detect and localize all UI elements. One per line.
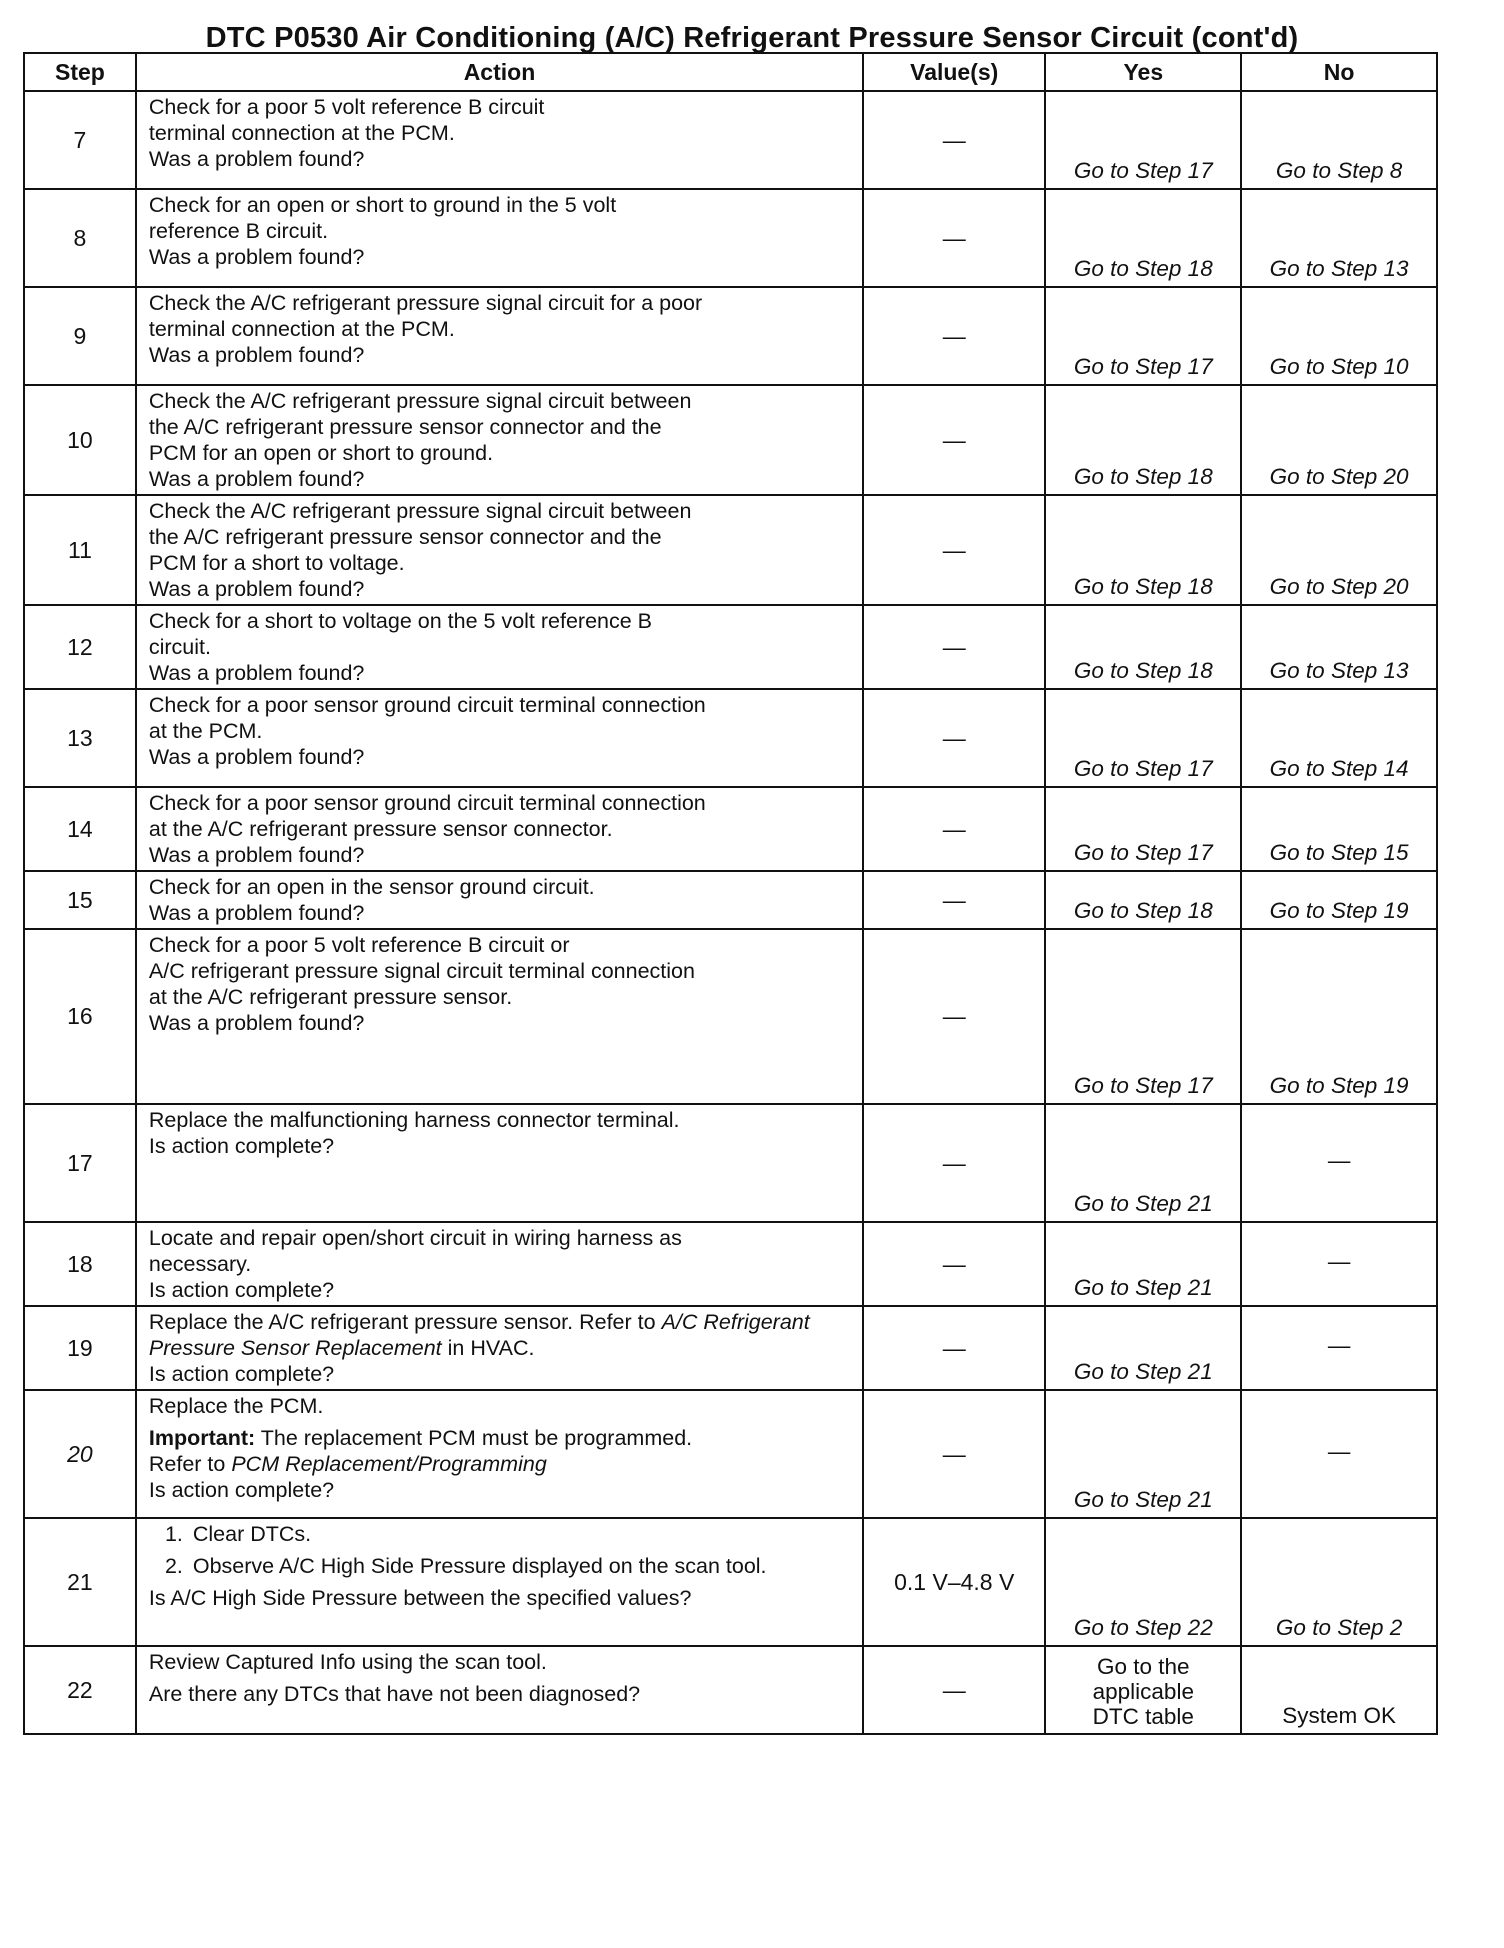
table-row [24, 787, 1437, 871]
action-cell [136, 1390, 863, 1518]
table-row [24, 1222, 1437, 1306]
header-step: Step [24, 53, 136, 91]
value-cell: — [863, 495, 1045, 605]
step-number: 9 [24, 287, 136, 385]
question-text: Was a problem found? [148, 661, 365, 685]
action-cell [136, 787, 863, 871]
yes-cell: Go to Step 18 [1045, 871, 1241, 929]
no-cell: Go to Step 2 [1241, 1518, 1437, 1646]
step-number: 19 [24, 1306, 136, 1390]
yes-cell: Go to Step 18 [1045, 385, 1241, 495]
step-number: 15 [24, 871, 136, 929]
table-row [24, 287, 1437, 385]
value-cell: — [863, 605, 1045, 689]
action-cell [136, 385, 863, 495]
action-text: Check the A/C refrigerant pressure signal circuit between [148, 499, 692, 523]
value-cell: — [863, 871, 1045, 929]
action-text: terminal connection at the PCM. [148, 317, 455, 341]
no-cell: System OK [1241, 1646, 1437, 1734]
value-cell: 0.1 V–4.8 V [863, 1518, 1045, 1646]
action-cell [136, 1306, 863, 1390]
no-cell: — [1241, 1104, 1437, 1222]
question-text: Is A/C High Side Pressure between the specified values? [148, 1586, 692, 1610]
question-text: Was a problem found? [148, 467, 365, 491]
yes-cell: Go to Step 18 [1045, 495, 1241, 605]
step-number: 16 [24, 929, 136, 1104]
action-cell [136, 189, 863, 287]
action-text: Review Captured Info using the scan tool. [148, 1650, 547, 1674]
action-text: Replace the malfunctioning harness connector terminal. [148, 1108, 680, 1132]
table-row [24, 1104, 1437, 1222]
yes-cell: Go to Step 21 [1045, 1306, 1241, 1390]
yes-cell: Go to Step 22 [1045, 1518, 1241, 1646]
step-number: 12 [24, 605, 136, 689]
value-cell: — [863, 287, 1045, 385]
header-values: Value(s) [863, 53, 1045, 91]
action-cell [136, 91, 863, 189]
important-label: Important: [148, 1426, 256, 1450]
yes-cell: Go to Step 17 [1045, 787, 1241, 871]
value-cell: — [863, 1646, 1045, 1734]
question-text: Is action complete? [148, 1478, 335, 1502]
yes-line: DTC table [1092, 1704, 1194, 1729]
action-cell [136, 605, 863, 689]
table-row [24, 1646, 1437, 1734]
no-cell: Go to Step 19 [1241, 871, 1437, 929]
yes-line: applicable [1092, 1679, 1194, 1704]
question-text: Was a problem found? [148, 343, 365, 367]
question-text: Was a problem found? [148, 901, 365, 925]
value-cell: — [863, 91, 1045, 189]
action-cell [136, 689, 863, 787]
header-yes: Yes [1045, 53, 1241, 91]
action-text: the A/C refrigerant pressure sensor connector and the [148, 525, 662, 549]
action-cell [136, 1518, 863, 1646]
page-title: DTC P0530 Air Conditioning (A/C) Refrigerant Pressure Sensor Circuit (cont'd) [205, 22, 1299, 54]
table-row [24, 91, 1437, 189]
action-cell [136, 287, 863, 385]
action-text: at the A/C refrigerant pressure sensor connector. [148, 817, 613, 841]
yes-cell [1045, 1646, 1241, 1734]
action-text [149, 1309, 850, 1361]
header-no: No [1241, 53, 1437, 91]
step-number: 21 [24, 1518, 136, 1646]
no-cell: Go to Step 8 [1241, 91, 1437, 189]
important-note [149, 1425, 850, 1451]
table-row [24, 1390, 1437, 1518]
action-text: PCM for an open or short to ground. [148, 441, 494, 465]
no-cell: Go to Step 14 [1241, 689, 1437, 787]
reference-link-text: PCM Replacement/Programming [231, 1452, 547, 1476]
action-text: Locate and repair open/short circuit in wiring harness as [148, 1226, 682, 1250]
no-cell: Go to Step 13 [1241, 605, 1437, 689]
no-cell: — [1241, 1306, 1437, 1390]
table-row [24, 495, 1437, 605]
list-item: 2. Observe A/C High Side Pressure displayed on the scan tool. [189, 1553, 850, 1579]
question-text: Was a problem found? [148, 745, 365, 769]
table-row [24, 929, 1437, 1104]
yes-line: Go to the [1097, 1654, 1190, 1679]
question-text: Was a problem found? [148, 843, 365, 867]
question-text: Is action complete? [148, 1362, 335, 1386]
step-number: 14 [24, 787, 136, 871]
diagnostic-table [23, 52, 1438, 1735]
action-text: Replace the PCM. [148, 1394, 324, 1418]
table-row [24, 189, 1437, 287]
action-text: Check for a short to voltage on the 5 volt reference B [148, 609, 653, 633]
step-number: 7 [24, 91, 136, 189]
question-text: Was a problem found? [148, 577, 365, 601]
no-cell: Go to Step 13 [1241, 189, 1437, 287]
table-row [24, 605, 1437, 689]
no-cell: Go to Step 20 [1241, 495, 1437, 605]
value-cell: — [863, 929, 1045, 1104]
yes-cell: Go to Step 21 [1045, 1222, 1241, 1306]
no-cell: Go to Step 20 [1241, 385, 1437, 495]
no-cell: — [1241, 1390, 1437, 1518]
table-row [24, 1518, 1437, 1646]
step-number: 13 [24, 689, 136, 787]
header-action: Action [136, 53, 863, 91]
action-text: Check for a poor 5 volt reference B circuit or [148, 933, 570, 957]
action-cell [136, 1222, 863, 1306]
yes-cell: Go to Step 18 [1045, 605, 1241, 689]
table-row [24, 385, 1437, 495]
action-text: the A/C refrigerant pressure sensor connector and the [148, 415, 662, 439]
action-text: Check for an open or short to ground in the 5 volt [148, 193, 617, 217]
yes-cell: Go to Step 18 [1045, 189, 1241, 287]
list-item: 1. Clear DTCs. [189, 1521, 850, 1547]
action-cell [136, 495, 863, 605]
value-cell: — [863, 1390, 1045, 1518]
action-cell [136, 929, 863, 1104]
action-text: circuit. [148, 635, 211, 659]
value-cell: — [863, 1306, 1045, 1390]
value-cell: — [863, 385, 1045, 495]
action-cell [136, 1646, 863, 1734]
table-row [24, 871, 1437, 929]
no-cell: Go to Step 15 [1241, 787, 1437, 871]
value-cell: — [863, 689, 1045, 787]
refer-line [149, 1451, 850, 1477]
yes-cell: Go to Step 17 [1045, 929, 1241, 1104]
question-text: Was a problem found? [148, 245, 365, 269]
step-number: 8 [24, 189, 136, 287]
no-cell: — [1241, 1222, 1437, 1306]
table-row [24, 1306, 1437, 1390]
action-text-part: in HVAC. [441, 1336, 535, 1360]
question-text: Is action complete? [148, 1278, 335, 1302]
value-cell: — [863, 1104, 1045, 1222]
refer-text: Refer to [148, 1452, 232, 1476]
header-row [24, 53, 1437, 91]
action-text: necessary. [148, 1252, 252, 1276]
question-text: Are there any DTCs that have not been diagnosed? [148, 1682, 641, 1706]
action-text: Check the A/C refrigerant pressure signal circuit between [148, 389, 692, 413]
step-number: 10 [24, 385, 136, 495]
no-cell: Go to Step 10 [1241, 287, 1437, 385]
action-text: A/C refrigerant pressure signal circuit terminal connection [148, 959, 695, 983]
step-number: 20 [24, 1390, 136, 1518]
action-text: PCM for a short to voltage. [148, 551, 405, 575]
value-cell: — [863, 189, 1045, 287]
action-text: Check for an open in the sensor ground circuit. [148, 875, 595, 899]
action-text: terminal connection at the PCM. [148, 121, 455, 145]
action-text: at the A/C refrigerant pressure sensor. [148, 985, 513, 1009]
value-cell: — [863, 787, 1045, 871]
question-text: Was a problem found? [148, 147, 365, 171]
action-text: Check for a poor sensor ground circuit terminal connection [148, 693, 706, 717]
yes-cell: Go to Step 17 [1045, 91, 1241, 189]
value-cell: — [863, 1222, 1045, 1306]
action-text-part: Replace the A/C refrigerant pressure sensor. Refer to [148, 1310, 662, 1334]
step-number: 11 [24, 495, 136, 605]
action-text: Check for a poor 5 volt reference B circuit [148, 95, 545, 119]
table-row [24, 689, 1437, 787]
yes-cell: Go to Step 21 [1045, 1104, 1241, 1222]
action-text: reference B circuit. [148, 219, 329, 243]
action-text: Check for a poor sensor ground circuit terminal connection [148, 791, 706, 815]
step-number: 18 [24, 1222, 136, 1306]
action-cell [136, 1104, 863, 1222]
action-text: Check the A/C refrigerant pressure signal circuit for a poor [148, 291, 703, 315]
action-text: at the PCM. [148, 719, 263, 743]
step-number: 17 [24, 1104, 136, 1222]
no-cell: Go to Step 19 [1241, 929, 1437, 1104]
step-number: 22 [24, 1646, 136, 1734]
question-text: Is action complete? [148, 1134, 335, 1158]
reference-link-text: A/C Refrigerant Pressure Sensor Replacement [148, 1310, 810, 1360]
instruction-list [149, 1521, 850, 1585]
important-text: The replacement PCM must be programmed. [255, 1426, 693, 1450]
action-cell [136, 871, 863, 929]
yes-cell: Go to Step 17 [1045, 689, 1241, 787]
question-text: Was a problem found? [148, 1011, 365, 1035]
yes-cell: Go to Step 21 [1045, 1390, 1241, 1518]
yes-cell: Go to Step 17 [1045, 287, 1241, 385]
